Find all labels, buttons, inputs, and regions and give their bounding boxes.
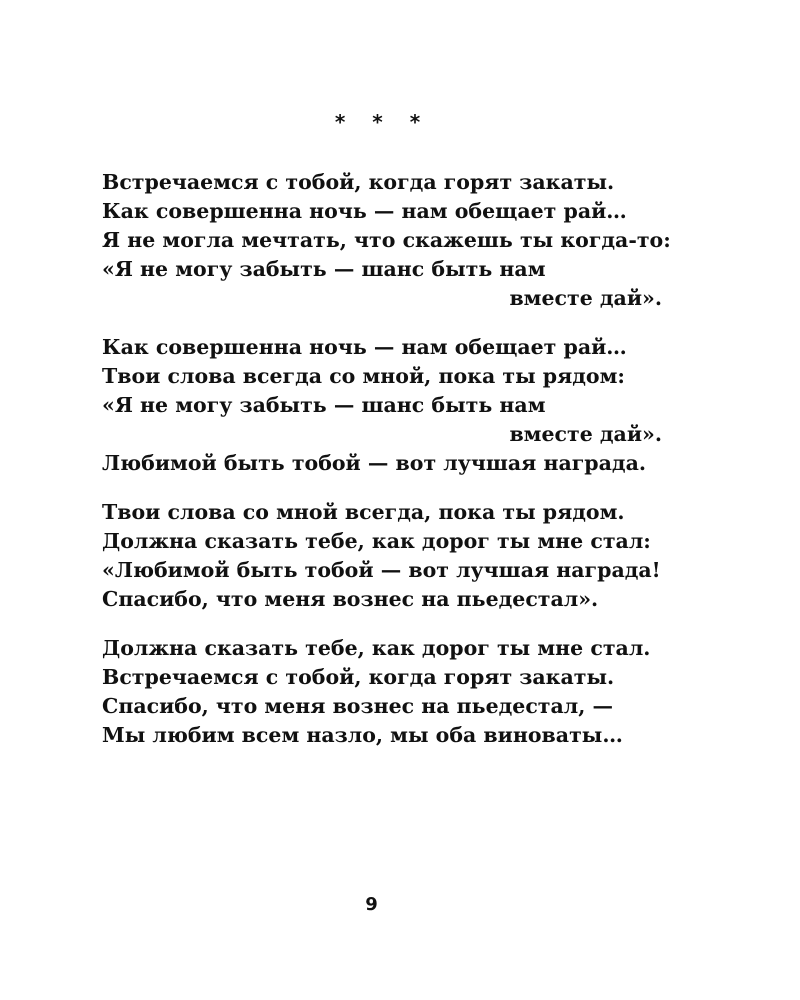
poem-line: «Я не могу забыть — шанс быть нам	[102, 393, 546, 417]
poem-line: Твои слова всегда со мной, пока ты рядом:	[102, 364, 625, 388]
poem-line: Встречаемся с тобой, когда горят закаты.	[102, 170, 615, 194]
stanza-2	[102, 333, 662, 478]
poem-line: Должна сказать тебе, как дорог ты мне стал.	[102, 636, 651, 660]
poem-line: Любимой быть тобой — вот лучшая награда.	[102, 451, 647, 475]
stanza-3	[102, 498, 662, 614]
page-number: 9	[365, 894, 378, 915]
poem	[102, 168, 671, 770]
poem-line: «Я не могу забыть — шанс быть нам	[102, 257, 546, 281]
poem-line: Как совершенна ночь — нам обещает рай…	[102, 335, 627, 359]
poem-line: Спасибо, что меня вознес на пьедестал».	[102, 587, 599, 611]
poem-line: Я не могла мечтать, что скажешь ты когда-то:	[102, 228, 671, 252]
poem-line: Встречаемся с тобой, когда горят закаты.	[102, 665, 615, 689]
stanza-4	[102, 634, 662, 750]
poem-line: Мы любим всем назло, мы оба виноваты…	[102, 723, 623, 747]
poem-line: Спасибо, что меня вознес на пьедестал, —	[102, 694, 614, 718]
stanza-1	[102, 168, 671, 313]
poem-line: Как совершенна ночь — нам обещает рай…	[102, 199, 627, 223]
poem-line-continuation: вместе дай».	[509, 286, 662, 310]
poem-line: Должна сказать тебе, как дорог ты мне стал:	[102, 529, 651, 553]
poem-line-continuation: вместе дай».	[509, 422, 662, 446]
section-divider: * * *	[334, 110, 431, 134]
poem-line: «Любимой быть тобой — вот лучшая награда!	[102, 558, 661, 582]
poem-line: Твои слова со мной всегда, пока ты рядом.	[102, 500, 625, 524]
